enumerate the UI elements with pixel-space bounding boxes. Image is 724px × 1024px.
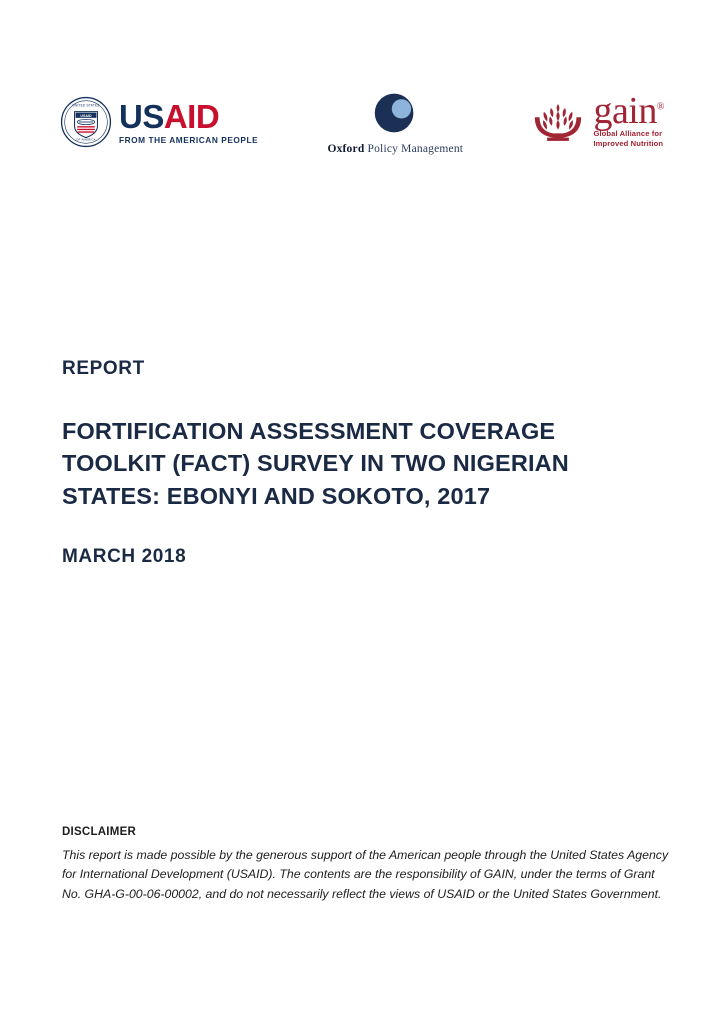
opm-text-rest: Policy Management xyxy=(364,142,464,155)
usaid-mark-aid: AID xyxy=(163,97,220,135)
opm-circle-icon xyxy=(372,90,418,136)
gain-wordmark xyxy=(593,89,664,150)
gain-name-label: gain xyxy=(593,89,657,132)
title-block xyxy=(62,358,652,568)
usaid-wordmark xyxy=(119,97,259,145)
page-title-line-1: FORTIFICATION ASSESSMENT COVERAGE xyxy=(62,418,556,444)
logo-bar xyxy=(60,82,664,162)
usaid-logo xyxy=(60,96,258,148)
disclaimer-heading: DISCLAIMER xyxy=(62,826,137,838)
gain-wheat-bowl-icon xyxy=(532,100,584,144)
page-title-line-2: TOOLKIT (FACT) SURVEY IN TWO NIGERIAN xyxy=(62,450,569,477)
svg-text:UNITED STATES: UNITED STATES xyxy=(72,103,100,108)
gain-tagline xyxy=(593,129,664,150)
disclaimer-section xyxy=(62,826,670,904)
gain-tagline-line2: Improved Nutrition xyxy=(593,139,664,149)
page-title xyxy=(62,380,652,512)
usaid-seal-icon xyxy=(60,96,112,148)
report-label: REPORT xyxy=(62,358,145,379)
gain-logo xyxy=(532,89,664,150)
publication-date: MARCH 2018 xyxy=(62,546,187,568)
svg-text:USAID: USAID xyxy=(80,113,92,118)
svg-text:OF AMERICA: OF AMERICA xyxy=(76,137,96,142)
gain-registered-mark: ® xyxy=(656,100,664,112)
usaid-mark-us: US xyxy=(119,97,164,135)
opm-wordmark xyxy=(327,143,463,155)
disclaimer-body: This report is made possible by the generous support of the American people through the United States Agency for International Development (USAID). The contents are the responsibility of GAIN, under the terms of Grant No. GHA-G-00-06-00002, and do not necessarily reflect the views of USAID or the United States Government. xyxy=(62,848,669,901)
usaid-tagline: FROM THE AMERICAN PEOPLE xyxy=(119,134,259,145)
opm-text-oxford: Oxford xyxy=(327,142,365,155)
page-title-line-3: STATES: EBONYI AND SOKOTO, 2017 xyxy=(62,482,491,509)
oxford-policy-management-logo xyxy=(327,90,463,155)
gain-tagline-line1: Global Alliance for xyxy=(593,128,663,138)
gain-name-text xyxy=(593,89,664,132)
usaid-mark-text xyxy=(119,97,258,135)
